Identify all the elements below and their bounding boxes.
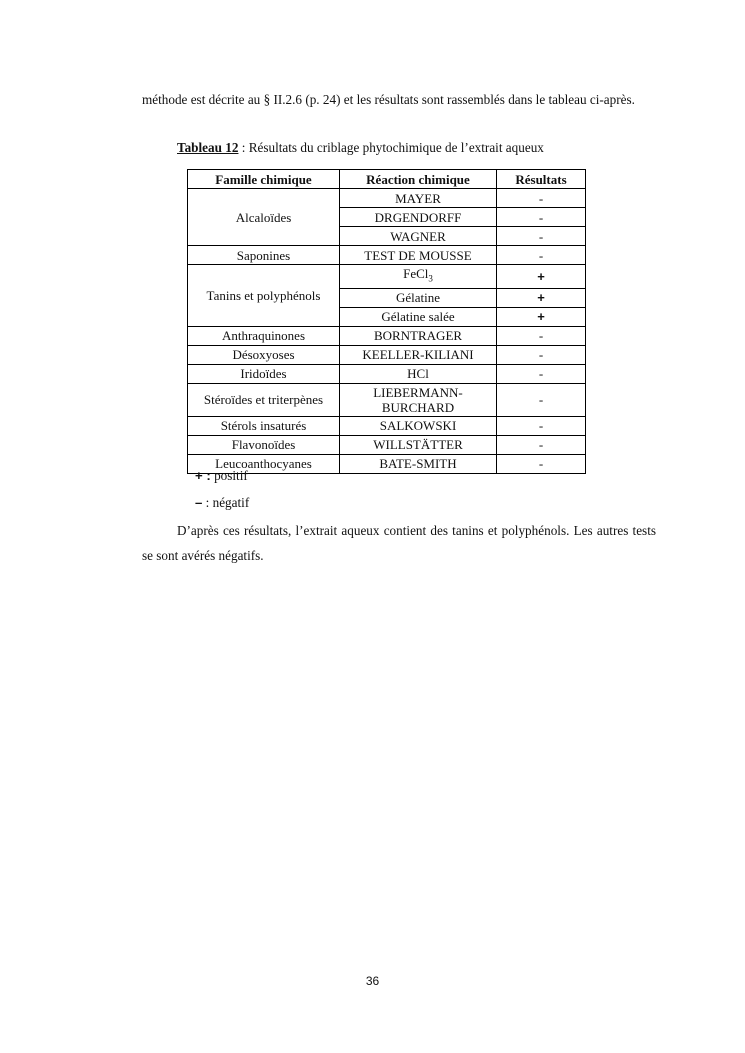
table-row (188, 435, 586, 454)
page-number: 36 (365, 974, 380, 988)
result-cell: + (497, 307, 586, 326)
result-cell: - (497, 227, 586, 246)
family-cell: Alcaloïdes (188, 189, 340, 246)
family-cell: Désoxyoses (188, 345, 340, 364)
reaction-cell: Gélatine salée (340, 307, 497, 326)
family-cell: Flavonoïdes (188, 435, 340, 454)
family-cell: Stérols insaturés (188, 416, 340, 435)
reaction-cell (340, 383, 497, 416)
reaction-cell: BORNTRAGER (340, 326, 497, 345)
family-cell: Leucoanthocyanes (188, 454, 340, 473)
header-results: Résultats (497, 170, 586, 189)
reaction-cell: TEST DE MOUSSE (340, 246, 497, 265)
table-row (188, 189, 586, 208)
phytochemical-results-table (187, 169, 586, 474)
result-cell: - (497, 364, 586, 383)
result-cell: + (497, 265, 586, 289)
table-header-row (188, 170, 586, 189)
table-row (188, 326, 586, 345)
table-row (188, 265, 586, 289)
table-row (188, 246, 586, 265)
reaction-subscript: 3 (428, 273, 433, 284)
result-cell: - (497, 435, 586, 454)
legend-positive-text: positif (210, 468, 248, 483)
reaction-cell: DRGENDORFF (340, 208, 497, 227)
reaction-main-text: FeCl (403, 266, 429, 281)
legend-positive (195, 467, 248, 485)
reaction-line-1: LIEBERMANN- (373, 384, 463, 400)
reaction-cell: WAGNER (340, 227, 497, 246)
family-cell: Tanins et polyphénols (188, 265, 340, 327)
reaction-cell: SALKOWSKI (340, 416, 497, 435)
reaction-cell: HCl (340, 364, 497, 383)
result-cell: - (497, 383, 586, 416)
legend-positive-symbol: + : (195, 468, 211, 483)
legend-negative-symbol: – (195, 495, 203, 510)
result-cell: - (497, 416, 586, 435)
result-cell: - (497, 326, 586, 345)
table-caption-text: : Résultats du criblage phytochimique de l’extrait aqueux (238, 140, 544, 155)
result-cell: - (497, 246, 586, 265)
reaction-cell: BATE-SMITH (340, 454, 497, 473)
table-row (188, 383, 586, 416)
reaction-cell: KEELLER-KILIANI (340, 345, 497, 364)
table-row (188, 345, 586, 364)
reaction-cell (340, 265, 497, 289)
table-row (188, 364, 586, 383)
header-reaction: Réaction chimique (340, 170, 497, 189)
reaction-cell: Gélatine (340, 288, 497, 307)
legend-negative (195, 494, 249, 512)
reaction-line-2: BURCHARD (381, 399, 455, 415)
family-cell: Stéroïdes et triterpènes (188, 383, 340, 416)
reaction-cell: WILLSTÄTTER (340, 435, 497, 454)
header-family: Famille chimique (188, 170, 340, 189)
table-caption (177, 138, 544, 158)
conclusion-paragraph: D’après ces résultats, l’extrait aqueux contient des tanins et polyphénols. Les autres tests se sont avérés négatifs. (142, 523, 656, 563)
family-cell: Iridoïdes (188, 364, 340, 383)
result-cell: - (497, 345, 586, 364)
family-cell: Anthraquinones (188, 326, 340, 345)
legend-negative-text: : négatif (202, 495, 250, 510)
reaction-cell: MAYER (340, 189, 497, 208)
table-caption-label: Tableau 12 (177, 140, 239, 155)
result-cell: - (497, 189, 586, 208)
family-cell: Saponines (188, 246, 340, 265)
result-cell: - (497, 454, 586, 473)
table-row (188, 416, 586, 435)
result-cell: + (497, 288, 586, 307)
intro-paragraph: méthode est décrite au § II.2.6 (p. 24) et les résultats sont rassemblés dans le tableau ci-après. (142, 92, 635, 107)
result-cell: - (497, 208, 586, 227)
